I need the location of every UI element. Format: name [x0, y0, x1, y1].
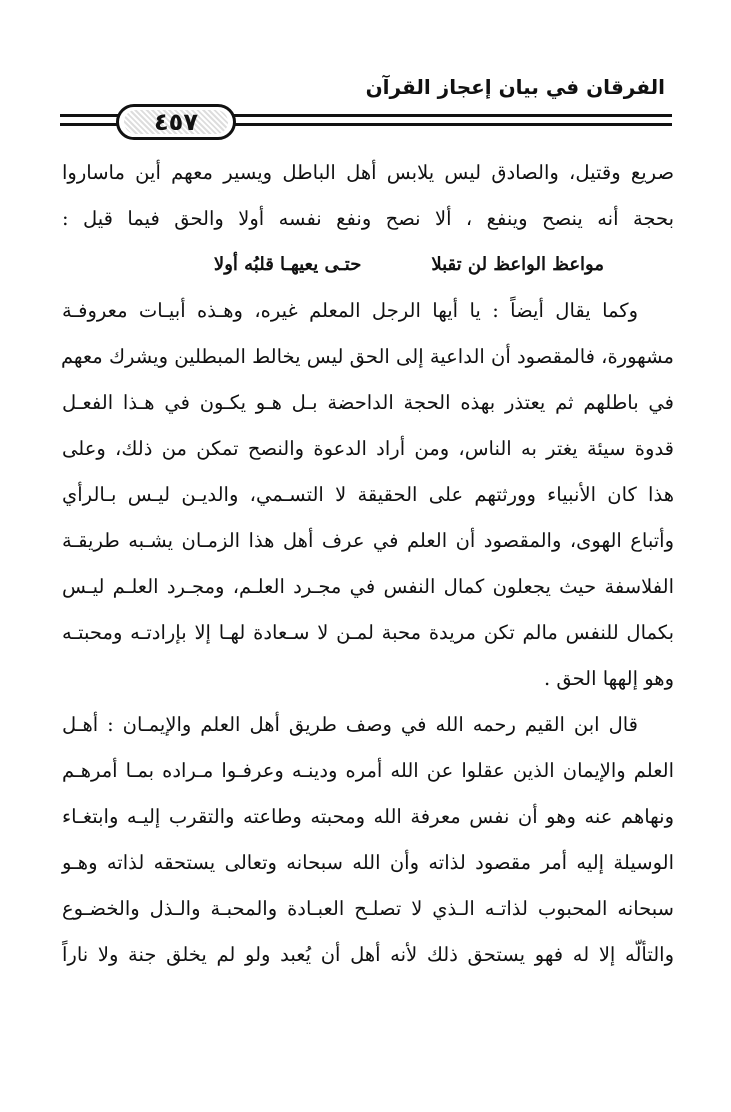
- text-line: والتألّه إلا له فهو يستحق ذلك لأنه أهل أن يُعبد ولو لم يخلق جنة ولا ناراً: [62, 943, 674, 966]
- page-number: ٤٥٧: [124, 110, 228, 134]
- text-line: بكمال للنفس مالم تكن مريدة محبة لمـن لا سـعادة لهـا إلا بإرادتـه ومحبتـه: [62, 621, 674, 644]
- text-line: في باطلهم ثم يعتذر بهذه الحجة الداحضة بـل هـو يكـون في هـذا الفعـل: [62, 391, 674, 414]
- running-header-title: الفرقان في بيان إعجاز القرآن: [365, 75, 665, 99]
- text-line: وهو إلهها الحق .: [543, 667, 674, 690]
- header-rule: [60, 104, 672, 142]
- text-line: مشهورة، فالمقصود أن الداعية إلى الحق ليس يخالط المبطلين ويشرك معهم: [60, 345, 674, 368]
- poem-hemistich-1: مواعظ الواعظ لن تقبلا: [431, 254, 604, 275]
- text-line: الوسيلة إليه أمر مقصود لذاته وأن الله سبحانه وتعالى يستحقه لذاته وهـو: [62, 851, 674, 874]
- text-line: هذا كان الأنبياء وورثتهم على الحقيقة لا التسـمي، والديـن ليـس بـالرأي: [62, 483, 674, 506]
- text-line: قال ابن القيم رحمه الله في وصف طريق أهل العلم والإيمـان : أهـل: [62, 713, 638, 736]
- text-line: الفلاسفة حيث يجعلون كمال النفس في مجـرد العلـم، ومجـرد العلـم ليـس: [62, 575, 674, 598]
- text-line: وأتباع الهوى، والمقصود أن العلم في عرف أهل هذا الزمـان يشـبه طريقـة: [62, 529, 674, 552]
- text-line: ونهاهم عنه وهو أن نفس معرفة الله ومحبته وطاعته والتقرب إليـه وابتغـاء: [62, 805, 674, 828]
- poem-verse: [62, 242, 674, 288]
- text-line: قدوة سيئة يغتر به الناس، ومن أراد الدعوة والنصح تمكن من ذلك، وعلى: [62, 437, 674, 460]
- page-number-badge: [116, 104, 236, 140]
- text-line: صريع وقتيل، والصادق ليس يلابس أهل الباطل ويسير معهم أين ماساروا: [62, 161, 674, 184]
- text-line: العلم والإيمان الذين عقلوا عن الله أمره ودينـه وعرفـوا مـراده بمـا أمرهـم: [62, 759, 674, 782]
- text-line: وكما يقال أيضاً : يا أيها الرجل المعلم غيره، وهـذه أبيـات معروفـة: [62, 299, 638, 322]
- text-line: سبحانه المحبوب لذاتـه الـذي لا تصلـح العبـادة والمحبـة والـذل والخضـوع: [62, 897, 674, 920]
- page-body: [62, 150, 674, 978]
- poem-hemistich-2: حتـى يعيهـا قلبُه أولا: [213, 254, 362, 275]
- text-line: بحجة أنه ينصح وينفع ، ألا نصح ونفع نفسه أولا والحق فيما قيل :: [62, 207, 674, 230]
